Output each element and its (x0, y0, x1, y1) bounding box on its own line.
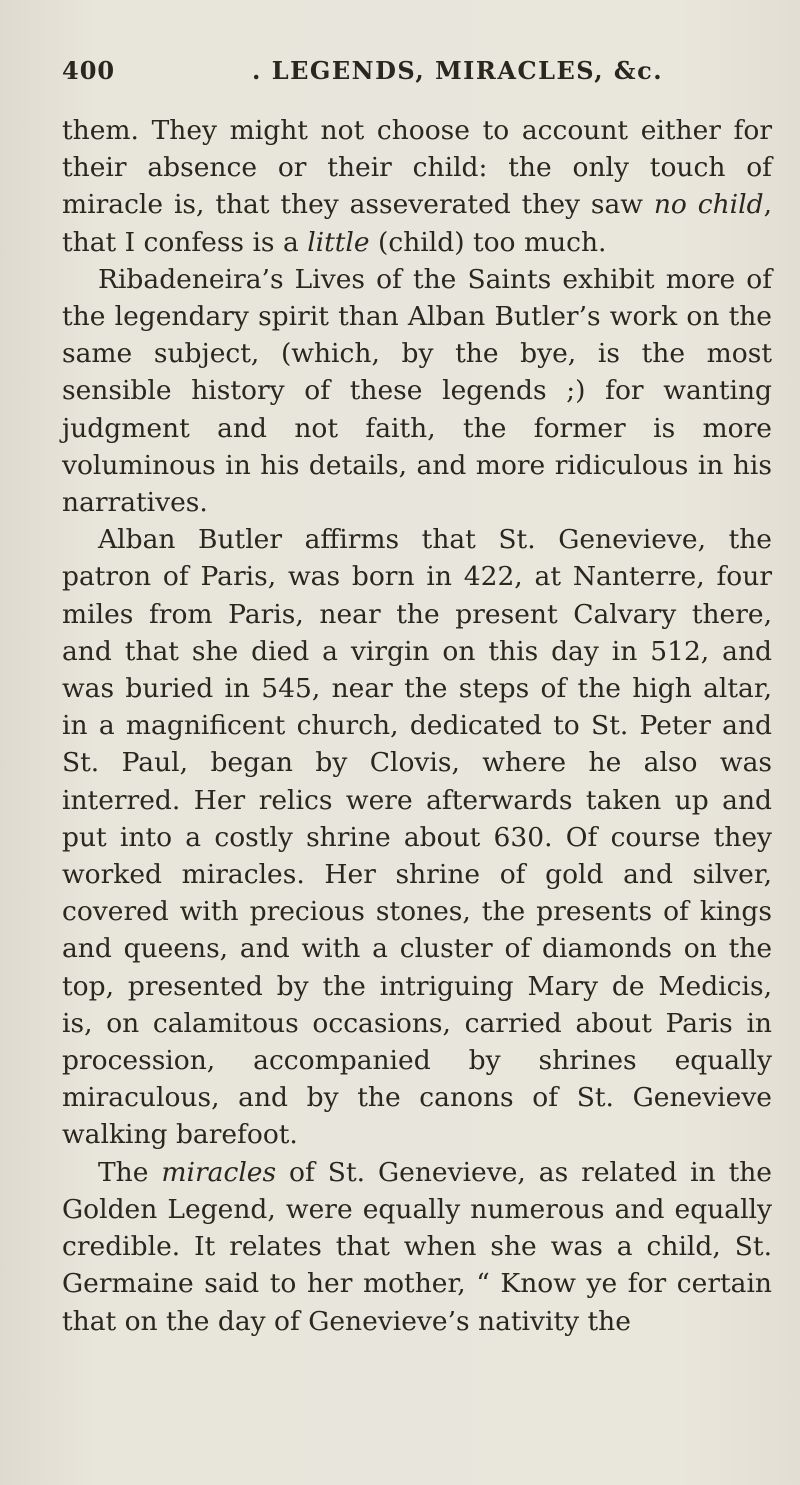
paragraph-4-italic-miracles: miracles (161, 1156, 277, 1188)
paragraph-3: Alban Butler affirms that St. Genevieve, the patron of Paris, was born in 422, at Nanterre, four miles from Paris, near the present Calvary there, and that she died a virgin on this day in 512, and was buried in 545, near the steps of the high altar, in a magnificent church, dedicated to St. Peter and St. Paul, began by Clovis, where he also was interred. Her relics were afterwards taken up and put into a costly shrine about 630. Of course they worked miracles. Her shrine of gold and silver, covered with precious stones, the presents of kings and queens, and with a cluster of diamonds on the top, presented by the intriguing Mary de Medicis, is, on calamitous occasions, carried about Paris in procession, accompanied by shrines equally miraculous, and by the canons of St. Genevieve walking barefoot. (62, 524, 772, 1151)
paragraph-1-text: them. They might not choose to account either for their absence or their child: the only touch of miracle is, that they asseverated they saw (62, 115, 772, 221)
body-text (62, 112, 772, 1340)
paragraph-4-text-2: of St. Genevieve, as related in the Golden Legend, were equally numerous and equally credible. It relates that when she was a child, St. Germaine said to her mother, “ Know ye for certain that on the day of Genevieve’s nativity the (62, 1156, 772, 1337)
paragraph-1-italic-no-child: no child (653, 189, 764, 221)
paragraph-2: Ribadeneira’s Lives of the Saints exhibit more of the legendary spirit than Alban Butler’s work on the same subject, (which, by the bye, is the most sensible history of these legends ;) for wanting judgment and not faith, the former is more voluminous in his details, and more ridiculous in his narratives. (62, 263, 772, 519)
page-number: 400 (62, 56, 116, 85)
paragraph-4-text: The (98, 1156, 162, 1188)
paragraph-1-text-3: (child) too much. (369, 226, 607, 258)
paragraph-4 (62, 1154, 772, 1340)
paragraph-1 (62, 112, 772, 261)
running-title: . LEGENDS, MIRACLES, &c. (252, 56, 664, 85)
paragraph-1-italic-little: little (307, 226, 370, 258)
page-header (62, 56, 762, 96)
paragraph-1-text-2: , that I confess is a (62, 189, 772, 258)
